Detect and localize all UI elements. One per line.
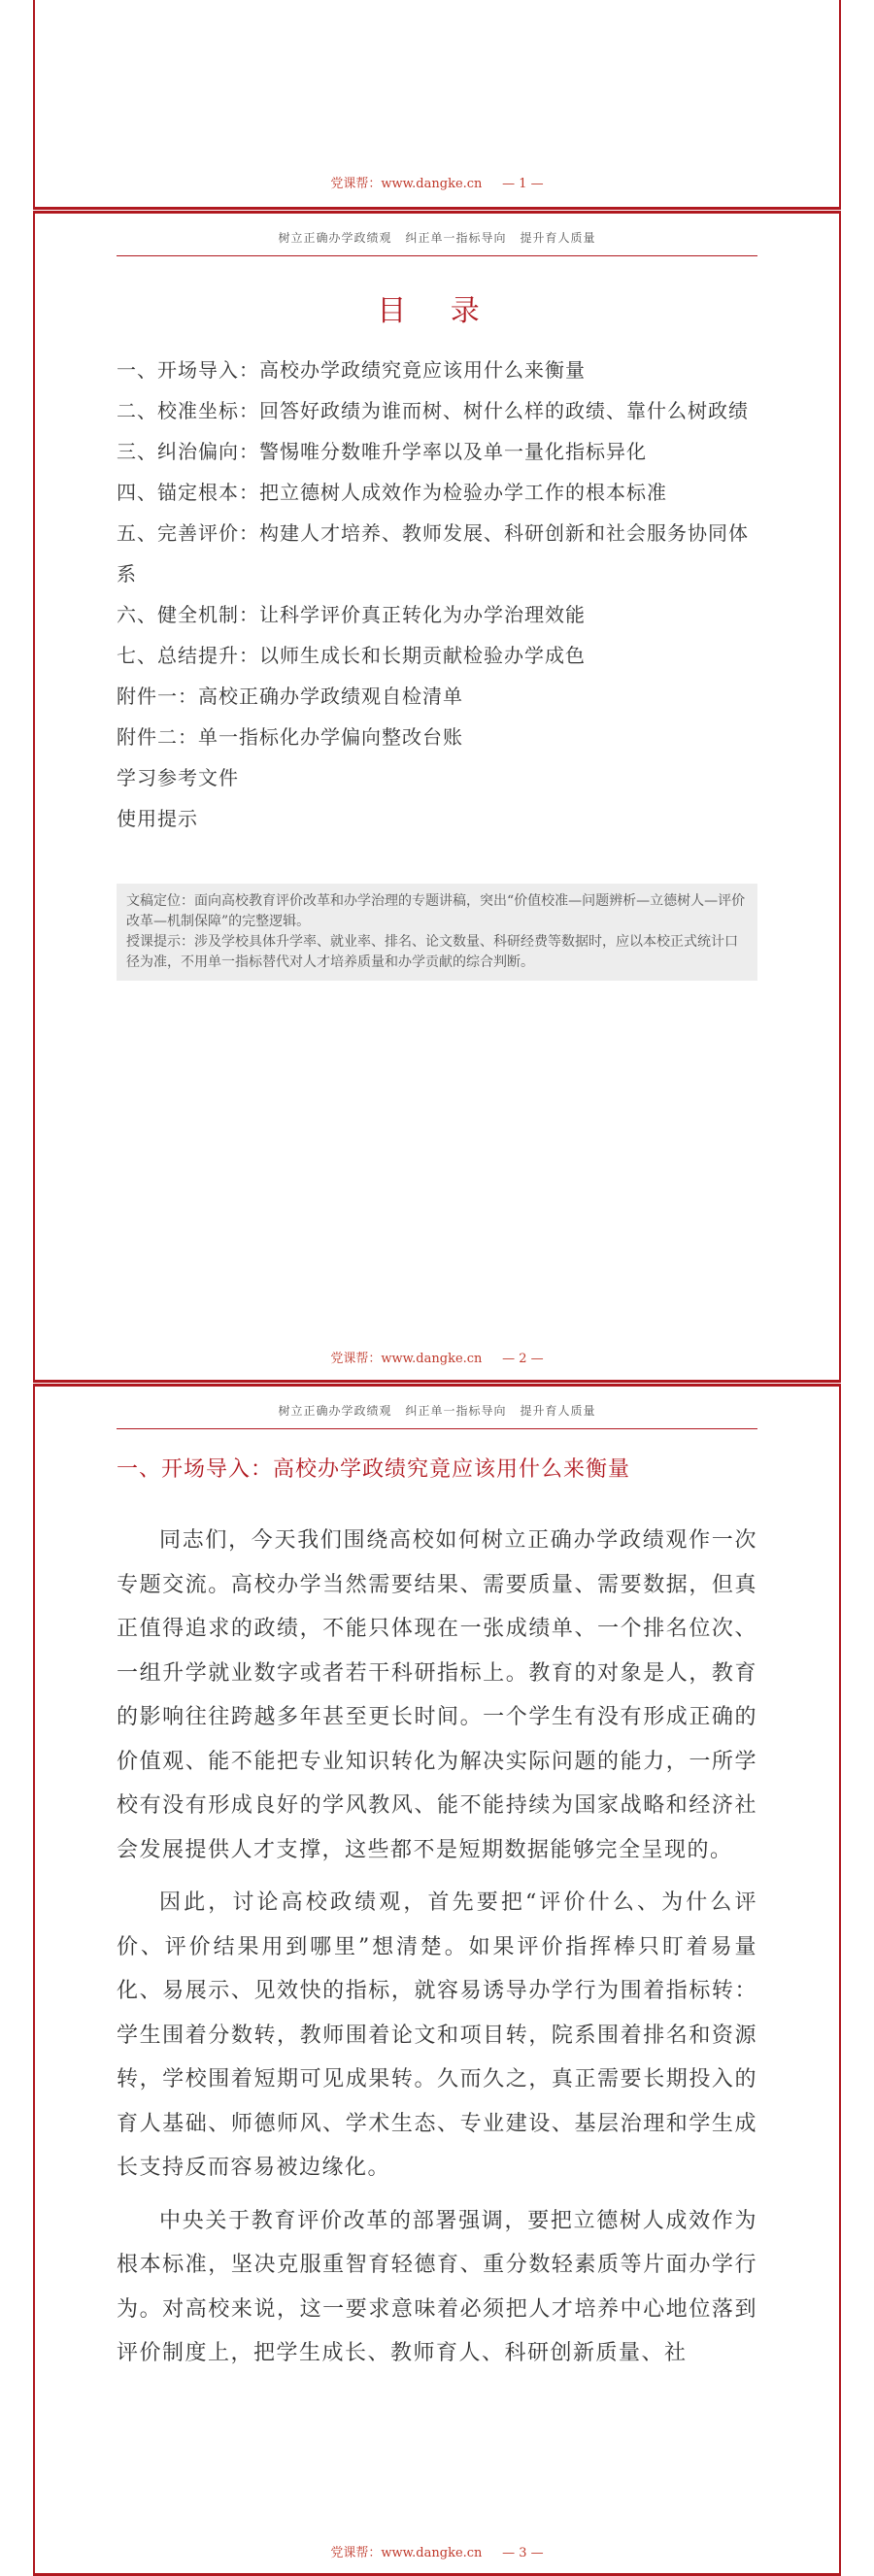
running-header bbox=[117, 229, 757, 256]
footer-site: 党课帮：www.dangke.cn bbox=[330, 1352, 483, 1366]
toc-item: 一、开场导入：高校办学政绩究竟应该用什么来衡量 bbox=[117, 358, 586, 382]
page-footer bbox=[35, 173, 839, 191]
page-footer bbox=[35, 2542, 839, 2560]
running-header-part: 树立正确办学政绩观 bbox=[278, 231, 392, 245]
toc-item: 二、校准坐标：回答好政绩为谁而树、树什么样的政绩、靠什么树政绩 bbox=[117, 399, 749, 422]
note-tips: 授课提示：涉及学校具体升学率、就业率、排名、论文数量、科研经费等数据时，应以本校正式统计口径为准，不用单一指标替代对人才培养质量和办学贡献的综合判断。 bbox=[126, 934, 738, 970]
running-header-part: 提升育人质量 bbox=[520, 1404, 596, 1418]
toc-title: 目 录 bbox=[377, 294, 497, 328]
footer-site: 党课帮：www.dangke.cn bbox=[330, 177, 483, 191]
page-number: — 2 — bbox=[502, 1352, 544, 1366]
note-positioning: 文稿定位：面向高校教育评价改革和办学治理的专题讲稿，突出“价值校准—问题辨析—立德树人—评价改革—机制保障”的完整逻辑。 bbox=[126, 893, 746, 929]
page-1 bbox=[33, 0, 841, 210]
page-2 bbox=[33, 211, 841, 1383]
running-header bbox=[117, 1402, 757, 1429]
usage-note-box bbox=[117, 884, 757, 981]
running-header-part: 纠正单一指标导向 bbox=[405, 231, 507, 245]
section-body bbox=[117, 1519, 757, 2385]
toc-item: 三、纠治偏向：警惕唯分数唯升学率以及单一量化指标异化 bbox=[117, 440, 647, 463]
table-of-contents bbox=[117, 350, 757, 839]
page-number: — 3 — bbox=[502, 2546, 544, 2560]
running-header-part: 提升育人质量 bbox=[520, 231, 596, 245]
toc-item: 使用提示 bbox=[117, 807, 198, 830]
running-header-part: 纠正单一指标导向 bbox=[405, 1404, 507, 1418]
toc-item: 四、锚定根本：把立德树人成效作为检验办学工作的根本标准 bbox=[117, 481, 667, 504]
body-paragraph: 同志们，今天我们围绕高校如何树立正确办学政绩观作一次专题交流。高校办学当然需要结果、需要质量、需要数据，但真正值得追求的政绩，不能只体现在一张成绩单、一个排名位次、一组升学就业数字或者若干科研指标上。教育的对象是人，教育的影响往往跨越多年甚至更长时间。一个学生有没有形成正确的价值观、能不能把专业知识转化为解决实际问题的能力，一所学校有没有形成良好的学风教风、能不能持续为国家战略和经济社会发展提供人才支撑，这些都不是短期数据能够完全呈现的。 bbox=[117, 1528, 757, 1862]
toc-item: 五、完善评价：构建人才培养、教师发展、科研创新和社会服务协同体系 bbox=[117, 521, 749, 585]
toc-item: 附件二：单一指标化办学偏向整改台账 bbox=[117, 725, 463, 749]
toc-item: 七、总结提升：以师生成长和长期贡献检验办学成色 bbox=[117, 644, 586, 667]
running-header-part: 树立正确办学政绩观 bbox=[278, 1404, 392, 1418]
footer-site: 党课帮：www.dangke.cn bbox=[330, 2546, 483, 2560]
body-paragraph: 中央关于教育评价改革的部署强调，要把立德树人成效作为根本标准，坚决克服重智育轻德育、重分数轻素质等片面办学行为。对高校来说，这一要求意味着必须把人才培养中心地位落到评价制度上，把学生成长、教师育人、科研创新质量、社 bbox=[117, 2208, 757, 2365]
page-3 bbox=[33, 1384, 841, 2576]
page-number: — 1 — bbox=[502, 177, 544, 191]
page-footer bbox=[35, 1348, 839, 1366]
toc-item: 六、健全机制：让科学评价真正转化为办学治理效能 bbox=[117, 603, 586, 626]
body-paragraph: 因此，讨论高校政绩观，首先要把“评价什么、为什么评价、评价结果用到哪里”想清楚。如果评价指挥棒只盯着易量化、易展示、见效快的指标，就容易诱导办学行为围着指标转：学生围着分数转，教师围着论文和项目转，院系围着排名和资源转，学校围着短期可见成果转。久而久之，真正需要长期投入的育人基础、师德师风、学术生态、专业建设、基层治理和学生成长支持反而容易被边缘化。 bbox=[117, 1890, 757, 2180]
toc-item: 附件一：高校正确办学政绩观自检清单 bbox=[117, 685, 463, 708]
section-heading: 一、开场导入：高校办学政绩究竟应该用什么来衡量 bbox=[117, 1457, 631, 1482]
toc-item: 学习参考文件 bbox=[117, 766, 239, 789]
